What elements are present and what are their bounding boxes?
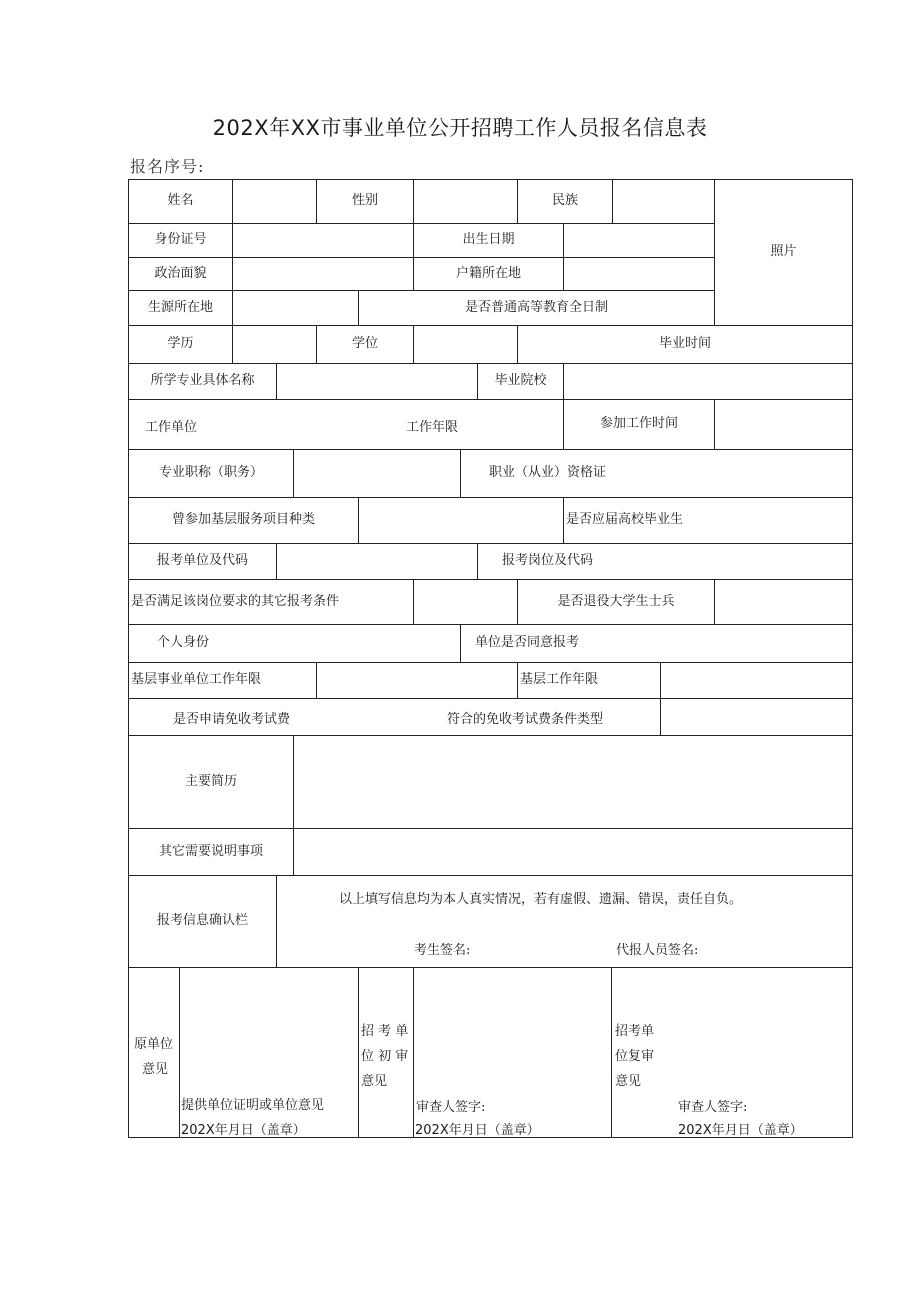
graduate-school-field[interactable] [563,363,853,400]
other-notes-label: 其它需要说明事项 [128,828,294,876]
work-years-label: 工作年限 [406,420,459,435]
applied-unit-code-field[interactable] [276,543,478,580]
resume-field[interactable] [293,735,853,829]
political-status-field[interactable] [232,257,414,291]
name-label: 姓名 [128,179,233,224]
confirm-section-label: 报考信息确认栏 [128,875,277,968]
grassroots-unit-years-field[interactable] [316,662,518,699]
grassroots-project-field[interactable] [358,497,564,544]
degree-field[interactable] [413,325,518,364]
degree-label: 学位 [316,325,414,364]
veteran-student-label: 是否退役大学生士兵 [517,579,715,625]
origin-location-field[interactable] [232,290,359,326]
date-stamp-original-unit: 202X年月日（盖章） [181,1123,306,1138]
re-review-label-line1: 招考单 [615,1024,655,1039]
re-review-label-line3: 意见 [615,1074,642,1089]
initial-review-label-line2: 位 初 审 [361,1049,409,1064]
fee-waiver-type-field[interactable] [660,698,853,736]
grassroots-unit-years-label: 基层事业单位工作年限 [128,662,317,699]
proxy-signature-label[interactable]: 代报人员签名: [616,943,699,958]
household-location-label: 户籍所在地 [413,257,564,291]
fresh-graduate-label: 是否应届高校毕业生 [563,497,853,544]
grassroots-years-field[interactable] [660,662,853,699]
fee-waiver-apply-label: 是否申请免收考试费 [173,712,291,727]
ethnicity-label: 民族 [517,179,613,224]
re-review-label-line2: 位复审 [615,1049,655,1064]
name-field[interactable] [232,179,317,224]
provide-certificate-text: 提供单位证明或单位意见 [181,1098,325,1113]
other-notes-field[interactable] [293,828,853,876]
work-start-time-field[interactable] [714,399,853,450]
graduation-time-label: 毕业时间 [517,325,853,364]
date-stamp-re-review: 202X年月日（盖章） [678,1123,803,1138]
full-time-higher-ed-label: 是否普通高等教育全日制 [358,290,715,326]
confirm-statement: 以上填写信息均为本人真实情况，若有虚假、遗漏、错误，责任自负。 [339,892,743,907]
resume-label: 主要简历 [128,735,294,829]
professional-title-label: 专业职称（职务） [128,449,294,498]
initial-review-label-line3: 意见 [361,1074,388,1089]
id-number-label: 身份证号 [128,223,233,258]
personal-identity-label: 个人身份 [128,624,461,663]
birth-date-label: 出生日期 [413,223,564,258]
applied-unit-code-label: 报考单位及代码 [128,543,277,580]
date-stamp-initial-review: 202X年月日（盖章） [415,1123,540,1138]
grassroots-project-label: 曾参加基层服务项目种类 [128,497,359,544]
reviewer-signature-re-review: 审查人签字: [678,1100,748,1115]
professional-title-field[interactable] [293,449,461,498]
photo-box[interactable]: 照片 [714,179,853,326]
education-label: 学历 [128,325,233,364]
major-name-field[interactable] [276,363,478,400]
registration-form-table [129,180,853,1138]
reviewer-signature-initial: 审查人签字: [416,1100,486,1115]
page-title: 202X年XX市事业单位公开招聘工作人员报名信息表 [212,116,708,140]
qualification-cert-label: 职业（从业）资格证 [460,449,853,498]
gender-label: 性别 [316,179,414,224]
grassroots-years-label: 基层工作年限 [517,662,661,699]
major-name-label: 所学专业具体名称 [128,363,277,400]
birth-date-field[interactable] [563,223,715,258]
id-number-field[interactable] [232,223,414,258]
work-unit-label: 工作单位 [145,420,198,435]
meets-requirements-label: 是否满足该岗位要求的其它报考条件 [128,579,414,625]
unit-consent-label: 单位是否同意报考 [460,624,853,663]
original-unit-opinion-label-line1: 原单位 [134,1037,174,1052]
household-location-field[interactable] [563,257,715,291]
ethnicity-field[interactable] [612,179,715,224]
work-start-time-label: 参加工作时间 [563,399,715,450]
political-status-label: 政治面貌 [128,257,233,291]
graduate-school-label: 毕业院校 [477,363,564,400]
meets-requirements-field[interactable] [413,579,518,625]
gender-field[interactable] [413,179,518,224]
origin-location-label: 生源所在地 [128,290,233,326]
candidate-signature-label[interactable]: 考生签名: [414,943,471,958]
education-field[interactable] [232,325,317,364]
fee-waiver-type-label: 符合的免收考试费条件类型 [447,712,604,727]
original-unit-opinion-label-line2: 意见 [142,1062,169,1077]
original-unit-opinion-box [128,967,180,1138]
applied-post-code-label: 报考岗位及代码 [477,543,853,580]
initial-review-label-line1: 招 考 单 [361,1024,409,1039]
serial-number-label: 报名序号: [130,157,205,176]
veteran-student-field[interactable] [714,579,853,625]
